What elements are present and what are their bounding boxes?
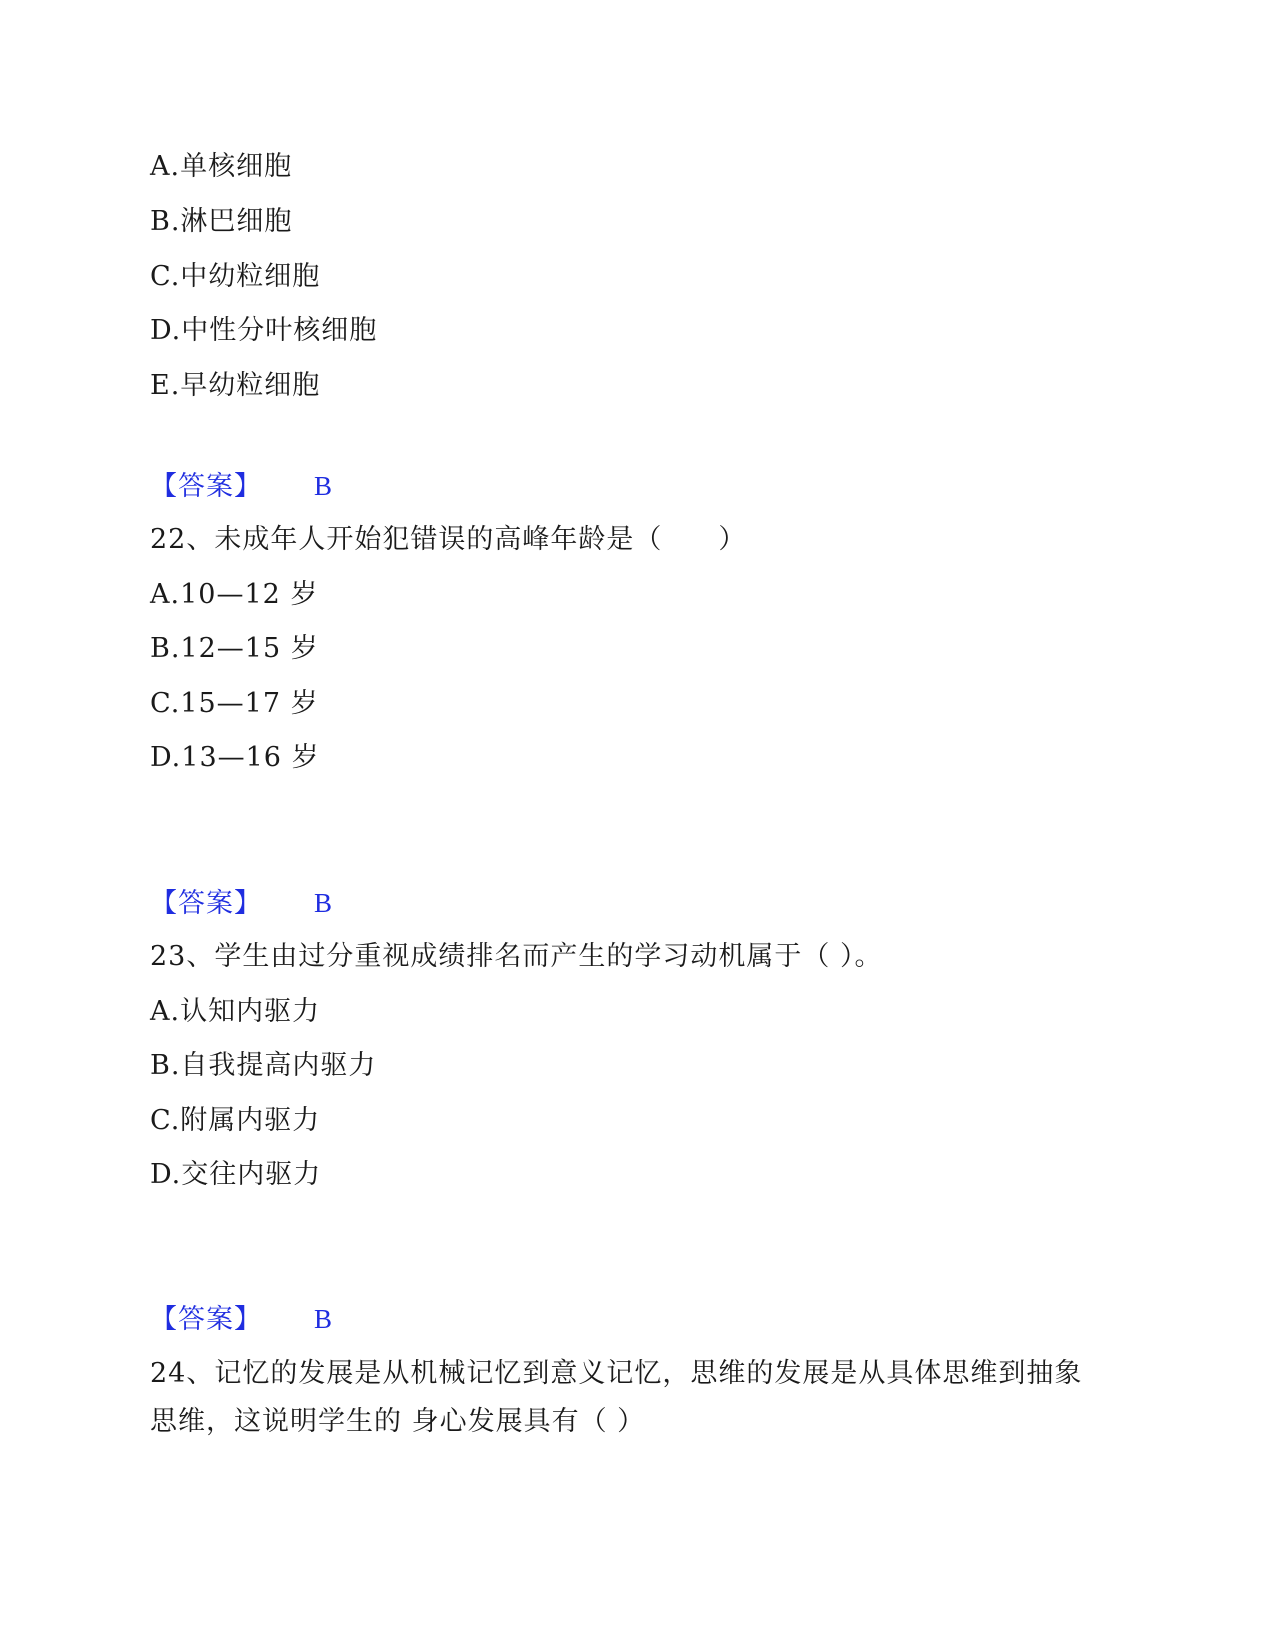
answer-label: 【答案】 — [150, 1304, 262, 1335]
q22-option-b: B.12—15 岁 — [150, 633, 319, 664]
answer-value: B — [314, 471, 334, 501]
q22-answer — [150, 886, 333, 921]
q22-option-c: C.15—17 岁 — [150, 688, 319, 719]
q21-option-e: E.早幼粒细胞 — [150, 370, 321, 401]
q23-option-c: C.附属内驱力 — [150, 1105, 321, 1136]
answer-label: 【答案】 — [150, 888, 262, 919]
q23-stem: 23、学生由过分重视成绩排名而产生的学习动机属于（ ）。 — [150, 941, 883, 972]
q23-option-a: A.认知内驱力 — [150, 996, 321, 1027]
q23-answer — [150, 1302, 333, 1337]
q21-answer — [150, 469, 333, 504]
q22-stem: 22、未成年人开始犯错误的高峰年龄是（ ） — [150, 524, 747, 555]
answer-value: B — [314, 888, 334, 918]
q24-stem-line-2: 思维，这说明学生的 身心发展具有（ ） — [150, 1406, 646, 1437]
q24-stem-line-1: 24、记忆的发展是从机械记忆到意义记忆，思维的发展是从具体思维到抽象 — [150, 1358, 1083, 1389]
q21-option-c: C.中幼粒细胞 — [150, 261, 321, 292]
q21-option-d: D.中性分叶核细胞 — [150, 315, 378, 346]
q22-option-d: D.13—16 岁 — [150, 742, 320, 773]
q22-option-a: A.10—12 岁 — [150, 579, 319, 610]
q21-option-b: B.淋巴细胞 — [150, 206, 293, 237]
q21-option-a: A.单核细胞 — [150, 151, 293, 182]
answer-label: 【答案】 — [150, 471, 262, 502]
answer-value: B — [314, 1304, 334, 1334]
q23-option-b: B.自我提高内驱力 — [150, 1050, 377, 1081]
q23-option-d: D.交往内驱力 — [150, 1159, 322, 1190]
